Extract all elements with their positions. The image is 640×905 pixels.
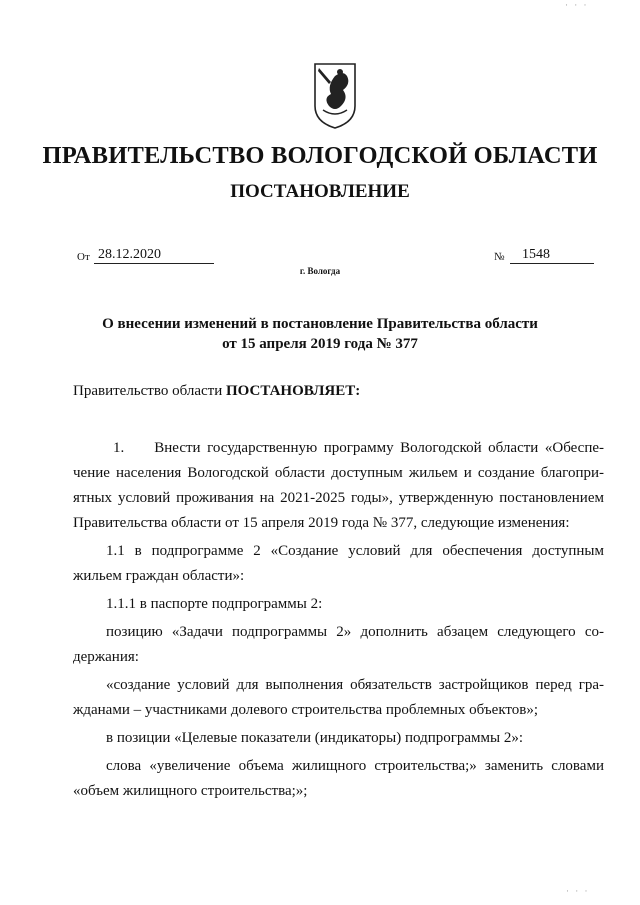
paragraph-1 [73, 436, 604, 536]
paragraph-3: 1.1.1 в паспорте подпрограммы 2: [106, 596, 323, 612]
government-title: ПРАВИТЕЛЬСТВО ВОЛОГОДСКОЙ ОБЛАСТИ [42, 142, 598, 169]
number-prefix: № [494, 251, 505, 263]
decree-statement [73, 383, 360, 400]
paragraph-4: позицию «Задачи подпрограммы 2» дополнить абзацем следующего со-держания: [73, 624, 604, 665]
paragraph-1-number: 1. [113, 440, 125, 456]
vologda-coat-of-arms-icon [313, 62, 357, 130]
decree-intro: Правительство области [73, 383, 226, 399]
document-body [73, 436, 604, 807]
document-number: 1548 [510, 247, 594, 264]
decree-verb: ПОСТАНОВЛЯЕТ: [225, 383, 361, 399]
paragraph-1-text: Внести государственную программу Вологодской области «Обеспе-чение населения Вологодской области доступным жильем и создание благопри-ятных условий проживания на 2021-2025 годы», утвержденную постановлением Правительства области от 15 апреля 2019 года № 377, следующие изменения: [73, 440, 604, 531]
paragraph-7: слова «увеличение объема жилищного строительства;» заменить словами «объем жилищного строительства;»; [73, 758, 604, 799]
scan-mark-top: · · · [565, 0, 589, 10]
document-type: ПОСТАНОВЛЕНИЕ [230, 181, 410, 202]
subject-line-2: от 15 апреля 2019 года № 377 [222, 336, 418, 352]
scan-mark-bottom: · · · [566, 886, 590, 896]
paragraph-6: в позиции «Целевые показатели (индикаторы) подпрограммы 2»: [106, 730, 524, 746]
document-date: 28.12.2020 [94, 247, 214, 264]
city-name: г. Вологда [299, 266, 341, 276]
subject-line-1: О внесении изменений в постановление Правительства области [102, 316, 538, 332]
document-subject [0, 314, 640, 354]
paragraph-2: 1.1 в подпрограмме 2 «Создание условий для обеспечения доступным жильем граждан области»: [73, 543, 604, 584]
date-prefix: От [77, 251, 90, 263]
paragraph-5: «создание условий для выполнения обязательств застройщиков перед гра-жданами – участниками долевого строительства проблемных объектов»; [73, 677, 604, 718]
